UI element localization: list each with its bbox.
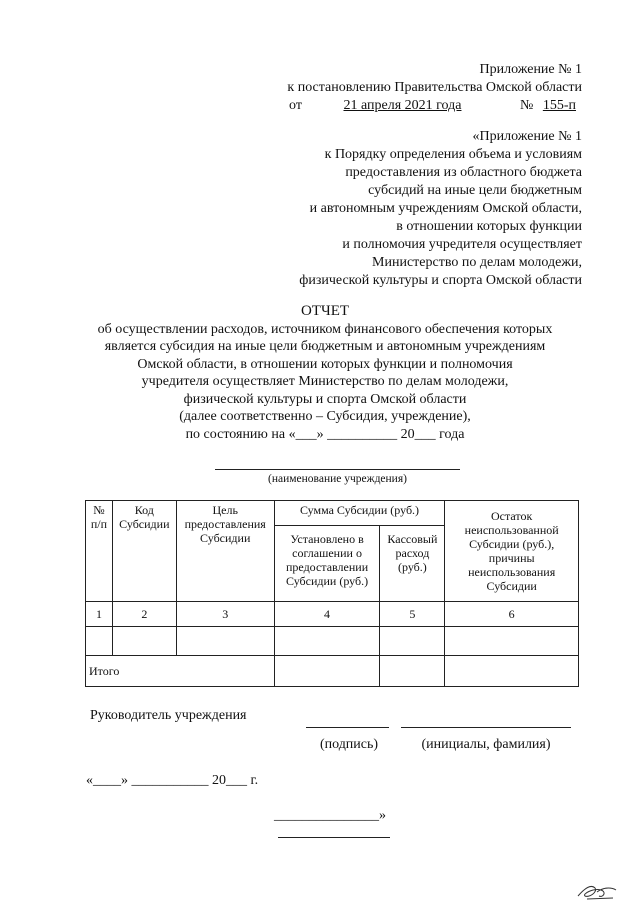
- col-rest-header: Остаток неиспользованной Субсидии (руб.), причины неиспользования Субсидии: [445, 501, 579, 602]
- col-code-header: Код Субсидии: [112, 501, 176, 602]
- annex-block: «Приложение № 1 к Порядку определения объема и условиям предоставления из областного бюджета субсидий на иные цели бюджетным и автономным учреждениям Омской области, в отношении которых функции и полномочия учредителя осуществляет Министерство по делам молодежи, физической культуры и спорта Омской области: [299, 129, 582, 288]
- resolution-number: 155-п: [542, 98, 576, 113]
- col-num-header: № п/п: [86, 501, 113, 602]
- handwritten-signature-icon: [575, 878, 619, 902]
- signature-line[interactable]: [306, 727, 389, 728]
- resolution-date-line: от 21 апреля 2021 года № 155-п: [287, 97, 582, 115]
- col-sum-header: Сумма Субсидии (руб.): [274, 501, 445, 526]
- table-row: [86, 627, 579, 656]
- col-agreed-header: Установлено в соглашении о предоставлении Субсидии (руб.): [274, 526, 380, 602]
- name-caption: (инициалы, фамилия): [421, 737, 551, 752]
- name-line[interactable]: [401, 727, 571, 728]
- bottom-rule: [278, 837, 390, 838]
- signature-caption: (подпись): [319, 737, 379, 752]
- report-table: [85, 500, 579, 687]
- table-number-row: 1 2 3 4 5 6: [86, 602, 579, 627]
- table-cell[interactable]: [445, 627, 579, 656]
- report-title: ОТЧЕТ: [300, 303, 350, 319]
- resolution-date: 21 апреля 2021 года: [343, 98, 462, 113]
- table-cell[interactable]: [112, 627, 176, 656]
- col-cash-header: Кассовый расход (руб.): [380, 526, 445, 602]
- table-cell[interactable]: [380, 656, 445, 687]
- table-cell[interactable]: [176, 627, 274, 656]
- table-total-row: [86, 656, 579, 687]
- table-cell[interactable]: [380, 627, 445, 656]
- table-cell[interactable]: [274, 656, 380, 687]
- annex-title: Приложение № 1: [479, 62, 582, 77]
- sign-date-line: «____» ___________ 20___ г.: [86, 773, 259, 788]
- org-name-line[interactable]: [215, 469, 460, 470]
- table-cell[interactable]: [86, 627, 113, 656]
- closing-line: _______________»: [274, 808, 386, 823]
- head-label: Руководитель учреждения: [90, 708, 247, 723]
- org-name-caption: (наименование учреждения): [268, 473, 407, 485]
- report-heading: ОТЧЕТ об осуществлении расходов, источником финансового обеспечения которых является субсидия на иные цели бюджетным и автономным учреждениям Омской области, в отношении которых функции и полномочия учредителя осуществляет Министерство по делам молодежи, физической культуры и спорта Омской области (далее соответственно – Субсидия, учреждение), по состоянию на «___» __________ 20___ года: [60, 303, 590, 443]
- total-label: Итого: [86, 656, 275, 687]
- table-header-row: [86, 501, 579, 526]
- table-cell[interactable]: [445, 656, 579, 687]
- table-cell[interactable]: [274, 627, 380, 656]
- col-goal-header: Цель предоставления Субсидии: [176, 501, 274, 602]
- resolution-line: к постановлению Правительства Омской области: [287, 80, 582, 95]
- header-block: [287, 61, 582, 115]
